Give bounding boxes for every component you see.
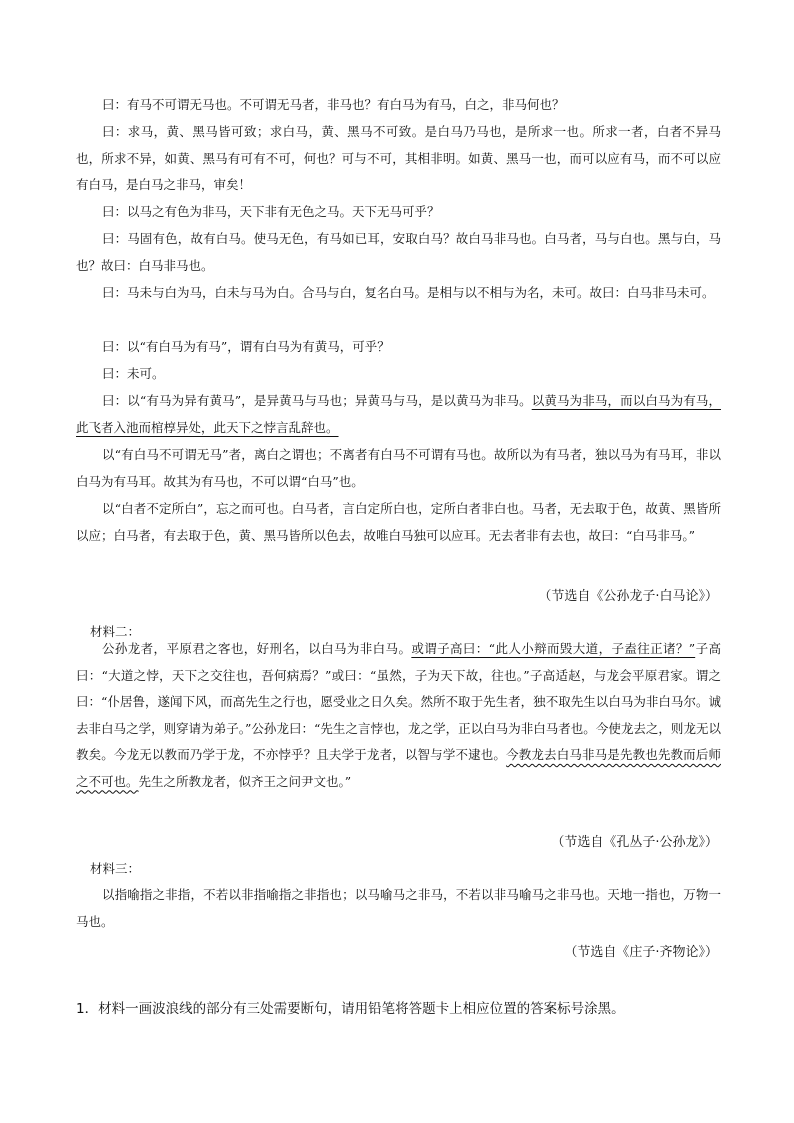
m1-paragraph-8-text: 曰：以“有马为异有黄马”，是异黄马与马也；异黄马与马，是以黄马为非马。: [102, 393, 532, 408]
m1-source: （节选自《公孙龙子·白马论》）: [538, 589, 718, 604]
m1-paragraph-5: 曰：马未与白为马，白未与马为白。合马与白，复名白马。是相与以不相与为名，未可。故曰：白马非马未可。: [102, 285, 715, 300]
m1-paragraph-1: 曰：有马不可谓无马也。不可谓无马者，非马也？有白马为有马，白之，非马何也？: [102, 97, 565, 112]
m2-wavy-sentence: 今教龙去白马非马是先教也先教而后师之不可也。: [76, 747, 721, 789]
question-1: 1．材料一画波浪线的部分有三处需要断句，请用铅笔将答题卡上相应位置的答案标号涂黑。: [76, 1001, 625, 1017]
m2-text-c: 先生之所教龙者，似齐王之问尹文也。”: [138, 773, 352, 789]
m3-source: （节选自《庄子·齐物论》）: [564, 945, 718, 960]
material-2-label: 材料二：: [90, 624, 141, 639]
m1-paragraph-8: [76, 388, 721, 441]
m1-paragraph-3: 曰：以马之有色为非马，天下非有无色之马。天下无马可乎？: [102, 204, 440, 219]
m3-paragraph: 以指喻指之非指，不若以非指喻指之非指也；以马喻马之非马，不若以非马喻马之非马也。天地一指也，万物一马也。: [76, 887, 721, 929]
m1-paragraph-7: 曰：未可。: [102, 366, 165, 381]
m1-paragraph-9: 以“有白马不可谓无马”者，离白之谓也；不离者有白马不可谓有马也。故所以为有马者，独以马为有马耳，非以白马为有马耳。故其为有马也，不可以谓“白马”也。: [76, 447, 721, 489]
m2-text-a: 公孙龙者，平原君之客也，好刑名，以白马为非白马。: [102, 641, 412, 656]
m1-paragraph-2: 曰：求马，黄、黑马皆可致；求白马，黄、黑马不可致。是白马乃马也，是所求一也。所求一者，白者不异马也，所求不异，如黄、黑马有可有不可，何也？可与不可，其相非明。如黄、黑马一也，而可以应有马，而不可以应有白马，是白马之非马，审矣！: [76, 124, 721, 192]
m1-paragraph-6: 曰：以“有白马为有马”，谓有白马为有黄马，可乎？: [102, 339, 390, 354]
material-3-label: 材料三：: [90, 861, 141, 876]
m2-paragraph: [76, 636, 721, 795]
m1-underlined-sentence: 以黄马为非马，而以白马为有马，此飞者入池而棺椁异处，此天下之悖言乱辞也。: [76, 393, 721, 435]
m1-paragraph-10: 以“白者不定所白”，忘之而可也。白马者，言白定所白也，定所白者非白也。马者，无去取于色，故黄、黑皆所以应；白马者，有去取于色，黄、黑马皆所以色去，故唯白马独可以应耳。无去者非有去也，故曰：“白马非马。”: [76, 501, 721, 543]
m1-paragraph-4: 曰：马固有色，故有白马。使马无色，有马如已耳，安取白马？故白马非马也。白马者，马与白也。黑与白，马也？故曰：白马非马也。: [76, 231, 721, 273]
m2-source: （节选自《孔丛子·公孙龙》）: [551, 835, 718, 850]
m2-underlined-sentence: 或谓子高曰：“此人小辩而毁大道，子盍往正诸？”: [411, 641, 696, 656]
m2-text-b: 子高曰：“大道之悖，天下之交往也，吾何病焉？”或曰：“虽然，子为天下故，往也。”子高适赵，与龙会平原君家。谓之曰：“仆居鲁，遂闻下风，而高先生之行也，愿受业之日久矣。然所不取于先生者，独不取先生以白马为非白马尔。诚去非白马之学，则穿请为弟子。”公孙龙曰：“先生之言悖也，龙之学，正以白马为非白马者也。今使龙去之，则龙无以教矣。今龙无以教而乃学于龙，不亦悖乎？且夫学于龙者，以智与学不逮也。: [76, 641, 721, 762]
